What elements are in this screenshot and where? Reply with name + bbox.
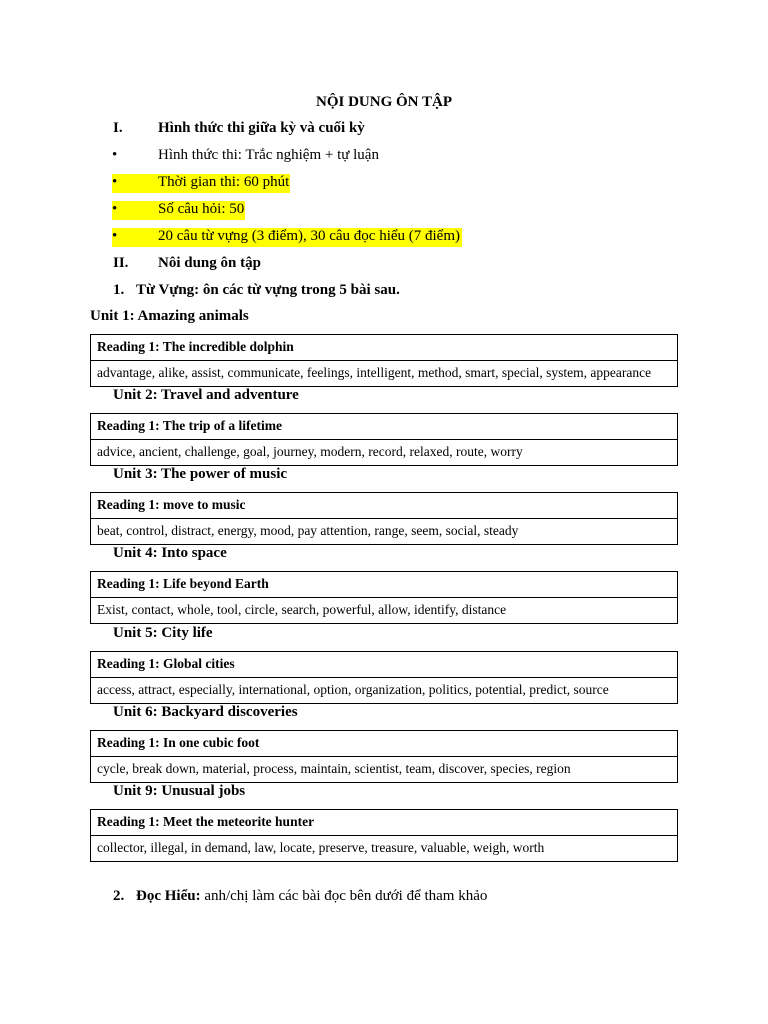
- unit-title: Unit 5: City life: [113, 625, 213, 641]
- vocab-table-words: access, attract, especially, international, option, organization, politics, potential, predict, source: [97, 682, 609, 697]
- bullet-item-exam-time: [0, 174, 768, 194]
- reading-heading-text: [136, 888, 487, 905]
- bullet-icon: •: [112, 147, 118, 163]
- section-2-title: Nôi dung ôn tập: [158, 255, 261, 271]
- unit-title: Unit 6: Backyard discoveries: [113, 704, 298, 720]
- vocab-heading: [0, 282, 768, 302]
- page-title: NỘI DUNG ÔN TẬP: [316, 94, 452, 110]
- vocab-table-words: collector, illegal, in demand, law, locate, preserve, treasure, valuable, weigh, worth: [97, 840, 545, 855]
- vocab-table-words: cycle, break down, material, process, maintain, scientist, team, discover, species, region: [97, 761, 571, 776]
- vocab-table-reading: Reading 1: The incredible dolphin: [91, 335, 677, 361]
- bullet-text: Thời gian thi: 60 phút: [158, 174, 290, 190]
- vocab-table: [90, 809, 678, 862]
- vocab-table-reading: Reading 1: Life beyond Earth: [91, 572, 677, 598]
- bullet-icon: •: [112, 228, 118, 244]
- bullet-item-question-count: [0, 201, 768, 221]
- section-2-number: II.: [113, 255, 129, 271]
- vocab-table-words: beat, control, distract, energy, mood, pay attention, range, seem, social, steady: [97, 523, 519, 538]
- unit-title: Unit 1: Amazing animals: [90, 308, 249, 324]
- reading-heading: [0, 888, 768, 908]
- bullet-icon: •: [112, 174, 118, 190]
- bullet-text: Số câu hỏi: 50: [158, 201, 245, 217]
- vocab-table-reading: Reading 1: Meet the meteorite hunter: [91, 810, 677, 836]
- vocab-table: [90, 334, 678, 387]
- section-1-heading: [0, 120, 768, 140]
- vocab-table: [90, 571, 678, 624]
- vocab-table-words: Exist, contact, whole, tool, circle, search, powerful, allow, identify, distance: [97, 602, 507, 617]
- bullet-text: 20 câu từ vựng (3 điểm), 30 câu đọc hiểu (7 điểm): [158, 228, 461, 244]
- unit-title: Unit 4: Into space: [113, 545, 227, 561]
- vocab-table-reading: Reading 1: In one cubic foot: [91, 731, 677, 757]
- vocab-table-reading: Reading 1: move to music: [91, 493, 677, 519]
- bullet-item-exam-format: [0, 147, 768, 167]
- reading-heading-label: Đọc Hiểu:: [136, 888, 201, 904]
- section-2-heading: [0, 255, 768, 275]
- vocab-heading-number: 1.: [113, 282, 125, 298]
- vocab-table: [90, 651, 678, 704]
- vocab-table-reading: Reading 1: Global cities: [91, 652, 677, 678]
- vocab-table: [90, 413, 678, 466]
- section-1-number: I.: [113, 120, 123, 136]
- vocab-table: [90, 730, 678, 783]
- vocab-heading-text: Từ Vựng: ôn các từ vựng trong 5 bài sau.: [136, 282, 400, 298]
- unit-title: Unit 2: Travel and adventure: [113, 387, 299, 403]
- reading-heading-number: 2.: [113, 888, 125, 904]
- vocab-table-words: advantage, alike, assist, communicate, feelings, intelligent, method, smart, special, system, appearance: [97, 365, 652, 380]
- vocab-table: [90, 492, 678, 545]
- bullet-text: Hình thức thi: Trắc nghiệm + tự luận: [158, 147, 379, 163]
- unit-title: Unit 9: Unusual jobs: [113, 783, 246, 799]
- vocab-table-words: advice, ancient, challenge, goal, journey, modern, record, relaxed, route, worry: [97, 444, 523, 459]
- bullet-item-score-split: [0, 228, 768, 248]
- unit-title: Unit 3: The power of music: [113, 466, 288, 482]
- section-1-title: Hình thức thi giữa kỳ và cuối kỳ: [158, 120, 365, 136]
- reading-heading-instruction: anh/chị làm các bài đọc bên dưới để tham khảo: [200, 888, 488, 904]
- bullet-icon: •: [112, 201, 118, 217]
- vocab-table-reading: Reading 1: The trip of a lifetime: [91, 414, 677, 440]
